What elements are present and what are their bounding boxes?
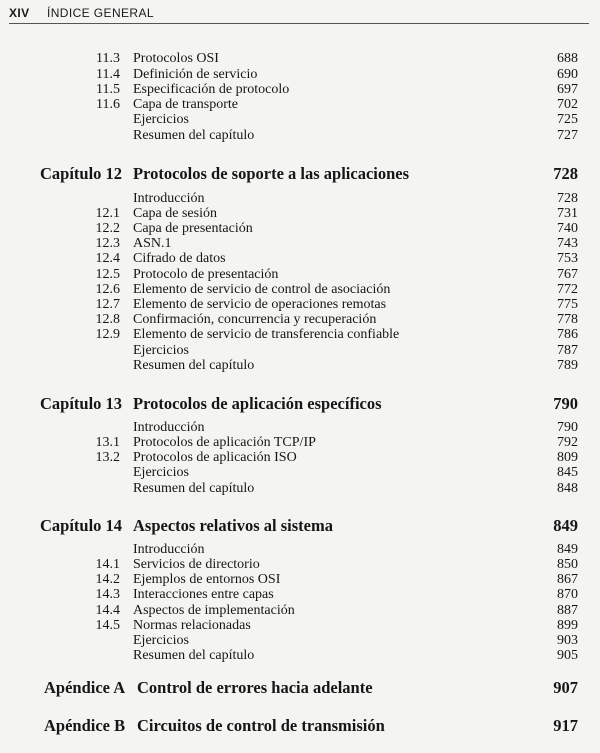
page-number: 899 <box>557 618 578 633</box>
toc-entry <box>0 206 600 222</box>
appendix-page: 917 <box>553 716 578 735</box>
section-title: Protocolos de aplicación ISO <box>133 450 297 465</box>
page-number: 790 <box>557 420 578 435</box>
section-title: Elemento de servicio de operaciones remotas <box>133 297 387 312</box>
toc-entry <box>0 633 600 649</box>
section-title: Ejercicios <box>133 343 189 358</box>
running-header <box>9 6 589 24</box>
toc-entry <box>0 572 600 588</box>
page-number: 702 <box>557 97 578 112</box>
toc-entry <box>0 97 600 113</box>
section-number: 12.5 <box>95 267 120 282</box>
section-title: Normas relacionadas <box>133 618 251 633</box>
section-number: 11.4 <box>96 67 120 82</box>
page-number: 809 <box>557 450 578 465</box>
toc-entry <box>0 112 600 128</box>
page-number: 887 <box>557 603 578 618</box>
toc-entry <box>0 618 600 634</box>
page-folio: XIV <box>9 6 30 20</box>
chapter-page: 849 <box>553 516 578 535</box>
page-number: 850 <box>557 557 578 572</box>
section-number: 12.2 <box>95 221 120 236</box>
section-title: Capa de sesión <box>133 206 217 221</box>
section-title: Ejercicios <box>133 465 189 480</box>
section-number: 12.3 <box>95 236 120 251</box>
section-title: Capa de presentación <box>133 221 253 236</box>
appendix-title: Circuitos de control de transmisión <box>137 716 385 735</box>
section-title: Resumen del capítulo <box>133 358 255 373</box>
page-number: 845 <box>557 465 578 480</box>
page-number: 789 <box>557 358 578 373</box>
page-number: 772 <box>557 282 578 297</box>
chapter-title: Aspectos relativos al sistema <box>133 516 333 535</box>
page-number: 905 <box>557 648 578 663</box>
chapter-page: 728 <box>553 164 578 183</box>
appendix-label: Apéndice A <box>44 678 126 697</box>
page-number: 728 <box>557 191 578 206</box>
section-title: Definición de servicio <box>133 67 258 82</box>
chapter-title: Protocolos de aplicación específicos <box>133 394 382 413</box>
toc-entry <box>0 221 600 237</box>
section-title: Capa de transporte <box>133 97 238 112</box>
page-number: 753 <box>557 251 578 266</box>
section-title: Elemento de servicio de transferencia confiable <box>133 327 400 342</box>
section-title: Protocolos OSI <box>133 51 219 66</box>
section-title: Confirmación, concurrencia y recuperación <box>133 312 377 327</box>
section-title: Introducción <box>133 542 205 557</box>
section-title: Protocolos de aplicación TCP/IP <box>133 435 316 450</box>
toc-entry <box>0 267 600 283</box>
toc-entry <box>0 420 600 436</box>
running-title: ÍNDICE GENERAL <box>47 6 154 20</box>
toc-entry <box>0 450 600 466</box>
section-number: 12.4 <box>95 251 120 266</box>
chapter-label: Capítulo 12 <box>40 164 123 183</box>
toc-entry <box>0 251 600 267</box>
toc-entry <box>0 67 600 83</box>
page-number: 787 <box>557 343 578 358</box>
appendix-heading <box>0 678 600 698</box>
page-number: 725 <box>557 112 578 127</box>
toc-entry <box>0 191 600 207</box>
chapter-page: 790 <box>553 394 578 413</box>
section-title: Interacciones entre capas <box>133 587 274 602</box>
chapter-label: Capítulo 14 <box>40 516 123 535</box>
page-number: 792 <box>557 435 578 450</box>
section-title: Ejercicios <box>133 633 189 648</box>
page-number: 870 <box>557 587 578 602</box>
chapter-title: Protocolos de soporte a las aplicaciones <box>133 164 410 183</box>
page-number: 697 <box>557 82 578 97</box>
toc-entry <box>0 282 600 298</box>
chapter-heading <box>0 516 600 536</box>
page-number: 690 <box>557 67 578 82</box>
section-title: Elemento de servicio de control de asociación <box>133 282 391 297</box>
page-number: 775 <box>557 297 578 312</box>
toc-entry <box>0 465 600 481</box>
section-number: 12.9 <box>95 327 120 342</box>
page-number: 731 <box>557 206 578 221</box>
page-number: 903 <box>557 633 578 648</box>
page-number: 743 <box>557 236 578 251</box>
toc-entry <box>0 297 600 313</box>
page-number: 867 <box>557 572 578 587</box>
appendix-label: Apéndice B <box>44 716 126 735</box>
page-number: 688 <box>557 51 578 66</box>
appendix-heading <box>0 716 600 736</box>
section-number: 12.8 <box>95 312 120 327</box>
toc-entry <box>0 557 600 573</box>
section-number: 13.1 <box>95 435 120 450</box>
toc-entry <box>0 542 600 558</box>
toc-entry <box>0 648 600 664</box>
toc-entry <box>0 587 600 603</box>
section-number: 14.2 <box>95 572 120 587</box>
page-number: 786 <box>557 327 578 342</box>
section-number: 11.3 <box>96 51 120 66</box>
section-number: 14.3 <box>95 587 120 602</box>
section-title: Ejercicios <box>133 112 189 127</box>
toc-entry <box>0 343 600 359</box>
section-title: Resumen del capítulo <box>133 648 255 663</box>
page-number: 848 <box>557 481 578 496</box>
page-number: 767 <box>557 267 578 282</box>
toc-entry <box>0 128 600 144</box>
section-number: 13.2 <box>95 450 120 465</box>
section-title: ASN.1 <box>133 236 172 251</box>
section-title: Resumen del capítulo <box>133 481 255 496</box>
section-number: 11.5 <box>96 82 120 97</box>
section-number: 14.5 <box>95 618 120 633</box>
toc-entry <box>0 82 600 98</box>
page-number: 740 <box>557 221 578 236</box>
section-number: 14.1 <box>95 557 120 572</box>
section-number: 14.4 <box>95 603 120 618</box>
chapter-label: Capítulo 13 <box>40 394 123 413</box>
toc-entry <box>0 481 600 497</box>
section-title: Aspectos de implementación <box>133 603 295 618</box>
page-number: 778 <box>557 312 578 327</box>
section-title: Especificación de protocolo <box>133 82 290 97</box>
toc-entry <box>0 603 600 619</box>
toc-entry <box>0 327 600 343</box>
section-title: Protocolo de presentación <box>133 267 279 282</box>
section-title: Ejemplos de entornos OSI <box>133 572 281 587</box>
section-number: 12.6 <box>95 282 120 297</box>
chapter-heading <box>0 164 600 184</box>
toc-entry <box>0 236 600 252</box>
section-title: Introducción <box>133 420 205 435</box>
page-number: 849 <box>557 542 578 557</box>
section-title: Servicios de directorio <box>133 557 260 572</box>
toc-entry <box>0 312 600 328</box>
toc-entry <box>0 51 600 67</box>
page-number: 727 <box>557 128 578 143</box>
section-title: Introducción <box>133 191 205 206</box>
section-number: 11.6 <box>96 97 120 112</box>
section-number: 12.1 <box>95 206 120 221</box>
appendix-title: Control de errores hacia adelante <box>137 678 373 697</box>
chapter-heading <box>0 394 600 414</box>
toc-entry <box>0 435 600 451</box>
toc-entry <box>0 358 600 374</box>
appendix-page: 907 <box>553 678 578 697</box>
section-number: 12.7 <box>95 297 120 312</box>
section-title: Resumen del capítulo <box>133 128 255 143</box>
section-title: Cifrado de datos <box>133 251 226 266</box>
